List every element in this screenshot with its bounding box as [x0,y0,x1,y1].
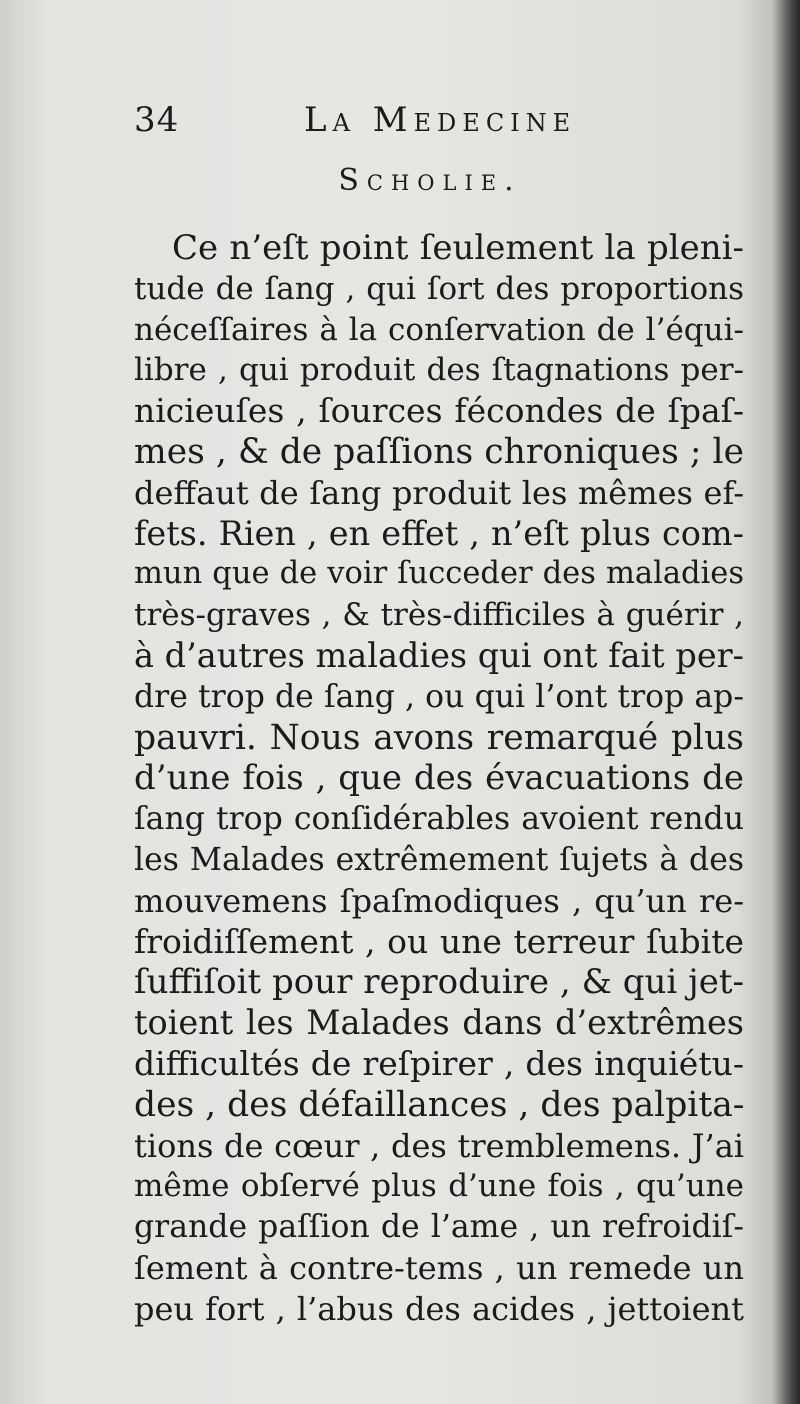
text-line: tude de ſang , qui ſort des proportions [134,270,744,307]
page-header [134,100,744,150]
text-line: difficultés de reſpirer , des inquiétu- [134,1043,744,1083]
text-line: très-graves , & très-difficiles à guérir , [134,597,744,634]
text-line: d’une fois , que des évacuations de [134,758,744,799]
text-line: grande paſſion de l’ame , un refroidiſ- [134,1209,744,1246]
text-line: nicieuſes , ſources fécondes de ſpaſ- [134,391,744,431]
running-title: La Medecine [304,100,577,140]
text-line: peu fort , l’abus des acides , jettoient [134,1289,744,1328]
text-line: dre trop de ſang , ou qui l’ont trop ap- [134,678,744,715]
text-line: mun que de voir ſucceder des maladies [134,556,744,592]
text-line: à d’autres maladies qui ont fait per- [134,635,744,675]
text-line: ſuffiſoit pour reproduire , & qui jet- [134,962,744,1003]
text-line: des , des défaillances , des palpita- [134,1084,744,1125]
text-line: ſang trop conſidérables avoient rendu [134,801,744,838]
page-gutter-shadow [772,0,800,1404]
text-line: ſement à contre-tems , un remede un [134,1248,744,1287]
text-line: mouvemens ſpaſmodiques , qu’un re- [134,881,744,920]
text-line: même obſervé plus d’une fois , qu’une [134,1168,744,1205]
text-line: toient les Malades dans d’extrêmes [134,1003,744,1043]
text-line: froidiſſement , ou une terreur ſubite [134,921,744,961]
text-line: fets. Rien , en effet , n’eſt plus com- [134,513,744,553]
text-line: deffaut de ſang produit les mêmes ef- [134,473,744,512]
text-line: mes , & de paſſions chroniques ; le [134,431,744,472]
text-line: les Malades extrêmement ſujets à des [134,841,744,878]
text-line: tions de cœur , des tremblemens. J’ai [134,1126,744,1165]
text-line: Ce n’eſt point ſeulement la pleni- [172,228,744,268]
text-line: pauvri. Nous avons remarqué plus [134,717,744,758]
text-line: néceſſaires à la conſervation de l’équi- [134,311,744,348]
body-paragraph [134,228,744,1330]
page-number: 34 [134,100,180,140]
section-title: Scholie. [338,163,522,198]
text-line: libre , qui produit des ſtagnations per- [134,352,744,389]
